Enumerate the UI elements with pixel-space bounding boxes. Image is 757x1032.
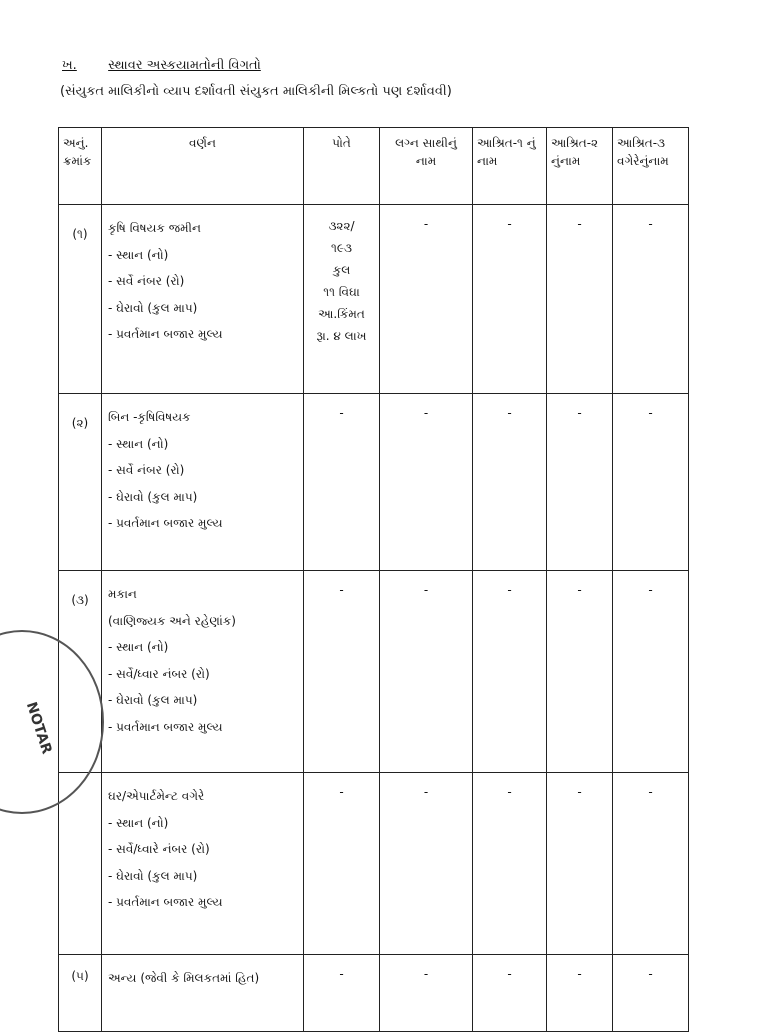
row-dependent-2-value: -	[547, 773, 613, 955]
row-spouse-value: -	[380, 773, 473, 955]
header-spouse: લગ્ન સાથીનું નામ	[380, 128, 473, 205]
self-line: રૂા. ૪ લાખ	[316, 329, 367, 343]
row-self-value: -	[304, 773, 380, 955]
self-line: ૩૨૨/	[328, 219, 355, 233]
row-dependent-3-value: -	[613, 571, 689, 773]
row-spouse-value: -	[380, 394, 473, 571]
row-dependent-3-value: -	[613, 205, 689, 394]
section-title: સ્થાવર અસ્કયામતોની વિગતો	[108, 58, 261, 73]
self-line: આ.કિંમત	[318, 307, 365, 321]
header-description: વર્ણન	[102, 128, 304, 205]
desc-line: અન્ય (જેવી કે મિલકતમાં હિત)	[108, 971, 260, 985]
section-subtitle: (સંયુકત માલિકીનો વ્યાપ દર્શાવતી સંયુકત માલિકીની મિલ્કતો પણ દર્શાવવી)	[60, 84, 452, 99]
desc-line: - સર્વે/ધ્વારે નંબર (રો)	[108, 842, 210, 856]
desc-line: - ઘેરાવો (કુલ માપ)	[108, 300, 198, 315]
section-heading	[62, 58, 261, 73]
row-dependent-2-value: -	[547, 394, 613, 571]
row-self-value	[304, 205, 380, 394]
table-row	[59, 955, 689, 1032]
desc-line: - સર્વે/ધ્વાર નંબર (રો)	[108, 666, 210, 681]
notary-stamp-text: NOTAR	[22, 700, 55, 757]
row-description	[102, 773, 304, 955]
row-self-value: -	[304, 394, 380, 571]
row-serial: (૫)	[59, 955, 102, 1032]
row-dependent-3-value: -	[613, 773, 689, 955]
row-dependent-2-value: -	[547, 205, 613, 394]
header-dependent-3: આશ્રિત-૩ વગેરેનુંનામ	[613, 128, 689, 205]
row-spouse-value: -	[380, 205, 473, 394]
row-spouse-value: -	[380, 955, 473, 1032]
row-description	[102, 205, 304, 394]
desc-line: (વાણિજ્યક અને રહેણાંક)	[108, 613, 236, 628]
row-dependent-2-value: -	[547, 571, 613, 773]
desc-line: - સ્થાન (નો)	[108, 815, 169, 830]
table-row	[59, 571, 689, 773]
desc-line: - ઘેરાવો (કુલ માપ)	[108, 693, 198, 707]
row-description	[102, 394, 304, 571]
row-serial: (૧)	[59, 205, 102, 394]
immovable-assets-table	[58, 127, 689, 1032]
table-row	[59, 773, 689, 955]
row-description	[102, 955, 304, 1032]
table-header-row	[59, 128, 689, 205]
row-dependent-3-value: -	[613, 394, 689, 571]
desc-line: - સર્વે નંબર (રો)	[108, 463, 185, 477]
desc-line: - સ્થાન (નો)	[108, 247, 169, 262]
desc-line: મકાન	[108, 587, 137, 601]
self-line: ૧૯૩	[331, 241, 352, 255]
header-dependent-2: આશ્રિત-૨ નુંનામ	[547, 128, 613, 205]
desc-line: - સ્થાન (નો)	[108, 640, 169, 654]
desc-line: - પ્રવર્તમાન બજાર મુલ્ય	[108, 895, 223, 909]
row-self-value: -	[304, 571, 380, 773]
header-self: પોતે	[304, 128, 380, 205]
row-dependent-3-value: -	[613, 955, 689, 1032]
section-number: ખ.	[62, 58, 77, 73]
self-line: ૧૧ વિઘા	[323, 285, 360, 299]
desc-line: કૃષિ વિષયક જમીન	[108, 221, 201, 235]
row-serial: (૩)	[59, 571, 102, 773]
row-dependent-2-value: -	[547, 955, 613, 1032]
row-serial: (૨)	[59, 394, 102, 571]
row-dependent-1-value: -	[473, 955, 547, 1032]
header-serial: અનું. ક્રમાંક	[59, 128, 102, 205]
row-spouse-value: -	[380, 571, 473, 773]
desc-line: - ઘેરાવો (કુલ માપ)	[108, 868, 198, 883]
header-dependent-1: આશ્રિત-૧ નું નામ	[473, 128, 547, 205]
desc-line: - સ્થાન (નો)	[108, 436, 169, 451]
desc-line: - પ્રવર્તમાન બજાર મુલ્ય	[108, 516, 223, 530]
table-row	[59, 205, 689, 394]
table-row	[59, 394, 689, 571]
row-dependent-1-value: -	[473, 773, 547, 955]
row-dependent-1-value: -	[473, 571, 547, 773]
row-self-value: -	[304, 955, 380, 1032]
row-dependent-1-value: -	[473, 205, 547, 394]
desc-line: - સર્વે નંબર (રો)	[108, 274, 185, 288]
desc-line: - પ્રવર્તમાન બજાર મુલ્ય	[108, 719, 223, 734]
row-dependent-1-value: -	[473, 394, 547, 571]
desc-line: - પ્રવર્તમાન બજાર મુલ્ય	[108, 327, 223, 341]
row-description	[102, 571, 304, 773]
desc-line: ઘર/એપાર્ટમેન્ટ વગેરે	[108, 789, 205, 803]
desc-line: બિન -કૃષિવિષયક	[108, 410, 191, 424]
desc-line: - ઘેરાવો (કુલ માપ)	[108, 489, 198, 504]
self-line: કુલ	[332, 263, 351, 277]
